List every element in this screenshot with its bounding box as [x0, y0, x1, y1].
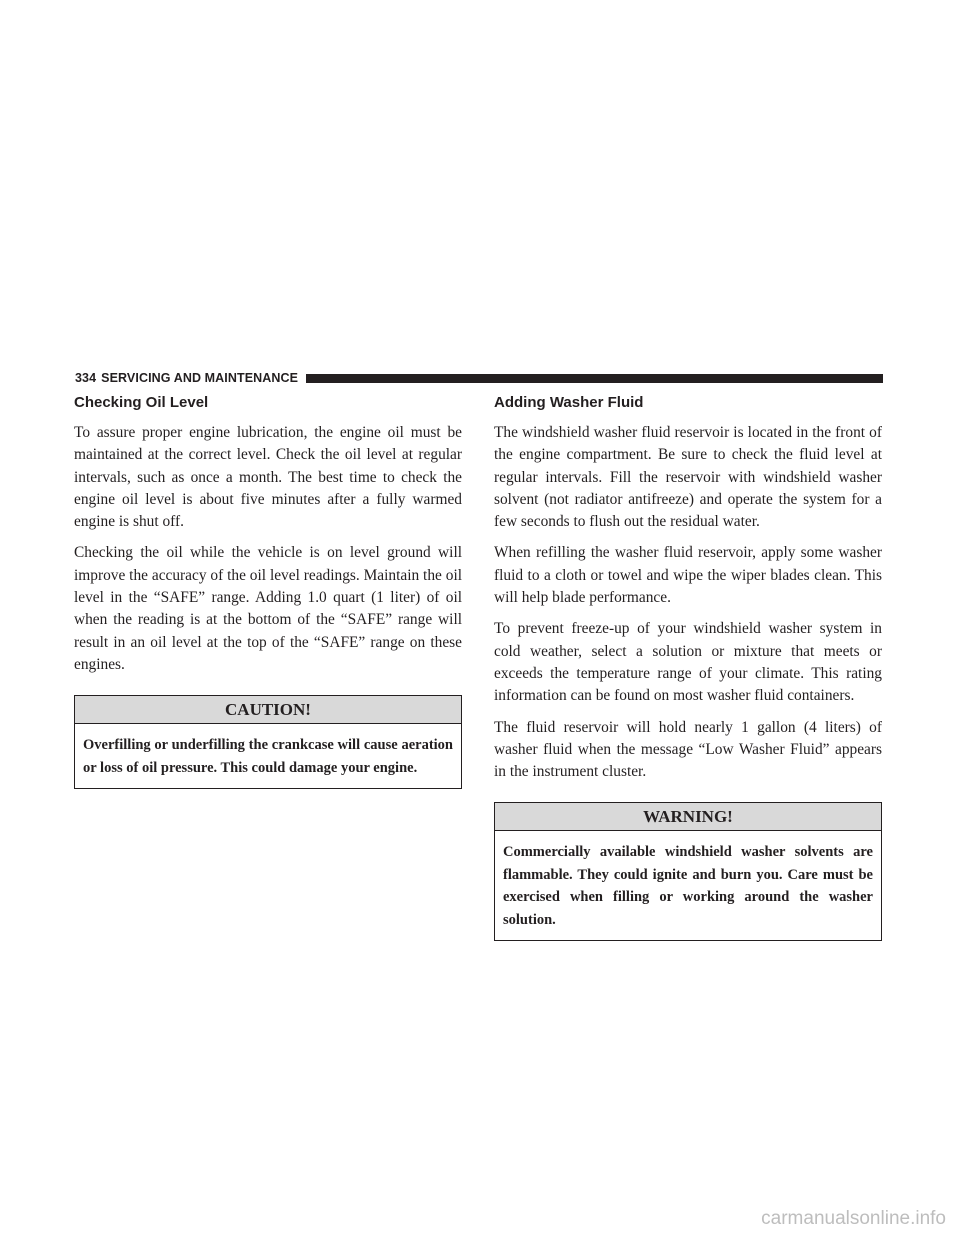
warning-box — [494, 802, 882, 941]
washer-paragraph-1: The windshield washer fluid reservoir is located in the front of the engine compartment. Be sure to check the fluid level at regular intervals. Fill the reservoir with windshield washer solvent (not radiator antifreeze) and operate the system for a few seconds to flush out the residual water. — [494, 424, 882, 531]
warning-text: Commercially available windshield washer solvents are flammable. They could ignite and burn you. Care must be exercised when filling or working around the washer solution. — [503, 844, 873, 928]
caution-box — [74, 695, 462, 789]
right-column — [494, 393, 882, 941]
page-number: 334 — [75, 371, 97, 385]
checking-oil-level-heading: Checking Oil Level — [74, 394, 209, 411]
oil-paragraph-1: To assure proper engine lubrication, the engine oil must be maintained at the correct level. Check the oil level at regular intervals, such as once a month. The best time to check the engine oil level is about five minutes after a fully warmed engine is shut off. — [74, 424, 462, 531]
warning-title: WARNING! — [495, 803, 881, 831]
section-title: SERVICING AND MAINTENANCE — [101, 371, 299, 385]
left-column — [74, 393, 462, 789]
caution-title: CAUTION! — [75, 696, 461, 724]
washer-paragraph-3: To prevent freeze-up of your windshield washer system in cold weather, select a solution or mixture that meets or exceeds the temperature range of your climate. This rating information can be found on most washer fluid containers. — [494, 620, 882, 705]
adding-washer-fluid-heading: Adding Washer Fluid — [494, 394, 644, 411]
washer-paragraph-2: When refilling the washer fluid reservoir, apply some washer fluid to a cloth or towel and wipe the wiper blades clean. This will help blade performance. — [494, 544, 882, 607]
header-rule — [306, 374, 883, 383]
oil-paragraph-2: Checking the oil while the vehicle is on level ground will improve the accuracy of the oil level readings. Maintain the oil level in the “SAFE” range. Adding 1.0 quart (1 liter) of oil when the reading is at the bottom of the “SAFE” range will result in an oil level at the top of the “SAFE” range on these engines. — [74, 544, 462, 673]
page-header — [75, 370, 883, 386]
watermark: carmanualsonline.info — [761, 1208, 946, 1229]
washer-paragraph-4: The fluid reservoir will hold nearly 1 gallon (4 liters) of washer fluid when the message “Low Washer Fluid” appears in the instrument cluster. — [494, 718, 882, 781]
caution-text: Overfilling or underfilling the crankcase will cause aeration or loss of oil pressure. This could damage your engine. — [83, 737, 453, 776]
